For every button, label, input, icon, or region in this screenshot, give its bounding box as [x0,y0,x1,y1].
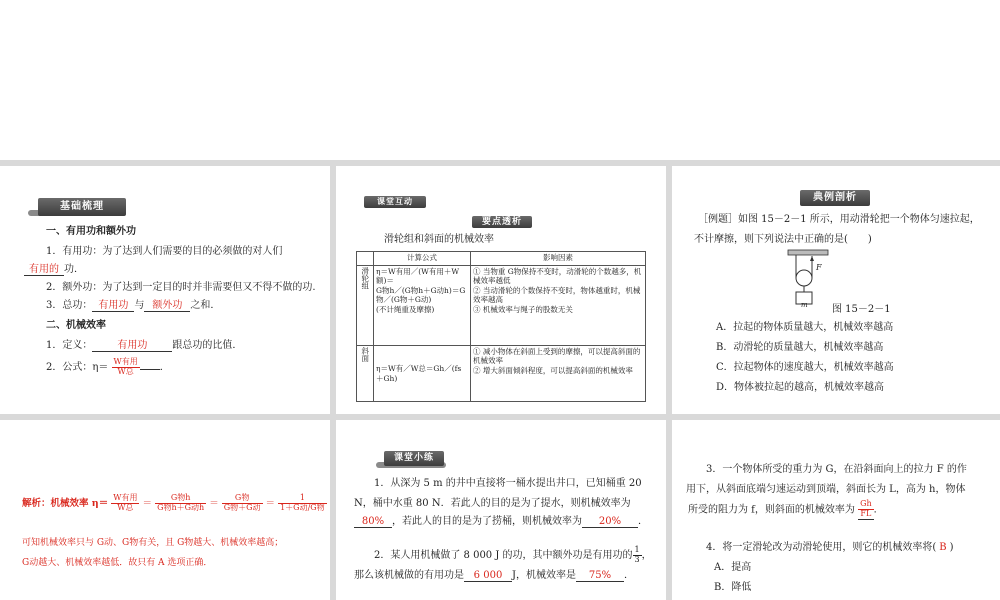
analysis-prefix: 解析：机械效率 η＝ [22,497,109,509]
pulley-factor-3: ③ 机械效率与绳子的股数无关 [473,304,573,314]
q1-line-3 [354,516,648,529]
line-formula [46,358,170,377]
pulley-factors-cell [471,266,646,346]
den: 1＋G动/G物 [280,502,325,512]
section-banner: 典例剖析 [800,190,870,206]
question-line-2: 不计摩擦，则下列说法中正确的是( ) [694,234,872,245]
pulley-factor-1: ① 当物重 G物保持不变时，动滑轮的个数越多，机械效率越低 [473,267,642,286]
mass-label: m [801,301,808,309]
q1-line-2: N，桶中水重 80 N．若此人的目的是为了提水，则机械效率为 [354,498,631,509]
heading-useful-work: 一、有用功和额外功 [46,226,136,237]
option-b: B．动滑轮的质量越大，机械效率越高 [716,342,884,353]
line-definition [46,340,242,353]
text: 2．公式：η＝ [46,361,109,373]
row-label-pulley: 滑轮组 [357,266,374,346]
text: ． [873,504,884,516]
den: FL [860,508,872,518]
pulley-formula-cell [374,266,471,346]
answer-useful-work: 有用功 [92,300,134,312]
text: 跟总功的比值． [172,340,243,351]
one-third [633,546,642,565]
text: 1．定义： [46,340,93,351]
answer-useful: 有用的 [24,264,64,276]
section-banner: 课堂互动 [364,196,426,208]
analysis-formula-line [22,494,327,513]
text: J，机械效率是 [512,570,577,581]
classroom-interaction-panel [336,166,666,414]
answer-b: B [939,542,947,553]
blank-slide-area [0,0,1000,160]
text: 之和． [190,300,221,311]
frac-1 [111,494,139,513]
num: W有用 [113,357,138,366]
movable-pulley [796,270,812,286]
q3-line-3 [688,500,884,520]
example-analysis-panel [672,166,1000,414]
answer-extra-work: 额外功 [144,300,190,312]
key-points-banner: 要点透析 [472,216,532,228]
text: 与 [134,300,145,311]
den: W总 [117,366,134,376]
frac-4 [278,494,327,513]
question-line-1: ［例题］如图 15－2－1 所示，用动滑轮把一个物体匀速拉起， [698,214,980,225]
answer-incline [858,500,874,520]
den: G物＋G动 [223,502,261,512]
basic-review-panel [0,166,330,414]
q4-option-a: A．提高 [714,562,752,573]
den: W总 [117,502,134,512]
text: ． [638,516,648,527]
header-formula: 计算公式 [374,252,471,266]
pulley-factor-2: ② 当动滑轮的个数保持不变时，物体越重时，机械效率越高 [473,285,641,305]
equals: ＝ [265,497,276,509]
ceiling [788,250,828,255]
text: ) [949,542,954,553]
line-extra-work: 2．额外功：为了达到一定目的时并非需要但又不得不做的功. [46,282,316,293]
force-arrow [810,256,814,261]
q2-line-2 [354,570,634,583]
section-banner: 基础梳理 [38,198,126,216]
text: 2．某人用机械做了 8 000 J 的功，其中额外功是有用功的 [374,549,633,561]
den: G物h＋G动h [157,502,205,512]
force-label: F [816,263,822,272]
analysis-line-3: G动越大、机械效率越低．故只有 A 选项正确． [22,558,213,568]
efficiency-table [356,251,646,402]
num: Gh [860,499,872,508]
figure-caption: 图 15－2－1 [832,304,891,315]
text: ，若此人的目的是为了捞桶，则机械效率为 [392,516,582,527]
row-label-incline: 斜面 [357,346,374,402]
analysis-panel [0,420,330,600]
analysis-line-2: 可知机械效率只与 G动、G物有关，且 G物越大、机械效率越高； [22,538,284,548]
q3-line-2: 用下，从斜面底端匀速运动到顶端，斜面长为 L，高为 h，物体 [686,484,966,495]
frac-3 [222,494,263,513]
num: 1 [278,494,327,504]
text: 4．将一定滑轮改为动滑轮使用，则它的机械效率将( [706,542,937,553]
q3-line-1: 3．一个物体所受的重力为 G，在沿斜面向上的拉力 F 的作 [706,464,967,475]
pulley-figure [784,248,834,308]
text: ． [624,570,635,581]
q4-line [706,542,954,555]
option-c: C．拉起物体的速度越大，机械效率越高 [716,362,894,373]
incline-factors-cell [471,346,646,402]
text: 所受的阻力为 f，则斜面的机械效率为 [688,504,855,516]
num: 1 [634,545,640,554]
q1-line-1: 1．从深为 5 m 的井中直接将一桶水提出井口，已知桶重 20 [374,478,642,489]
q4-option-b: B．降低 [714,582,752,593]
line-useful-work: 1．有用功：为了达到人们需要的目的必须做的对人们 [46,246,283,257]
q2-line-1 [374,546,652,565]
num: W有用 [113,493,138,502]
answer-80: 80% [354,516,392,528]
pulley-formula-2: G物h／(G物h＋G动h)＝G物／(G物＋G动) [376,285,466,305]
text: ， [641,549,652,561]
blank [140,369,160,370]
pulley-formula-1: η＝W有用／(W有用＋W额)＝ [376,267,460,286]
pulley-note: (不计绳重及摩擦) [376,304,435,314]
incline-formula: η＝W有／W总＝Gh／(fs＋Gh) [374,346,471,402]
line-useful-work-answer [24,264,84,277]
section-banner: 课堂小练 [384,451,444,466]
den: 3 [634,554,640,564]
equals: ＝ [209,497,219,509]
text: 那么该机械做的有用功是 [354,570,464,581]
answer-definition: 有用功 [92,340,172,352]
answer-75: 75% [576,570,624,582]
num: G物 [222,494,263,504]
table-title: 滑轮组和斜面的机械效率 [384,234,494,245]
practice-panel-2 [672,420,1000,600]
option-d: D．物体被拉起的越高，机械效率越高 [716,382,885,393]
header-factors: 影响因素 [471,252,646,266]
text: 3．总功： [46,300,93,311]
equals: ＝ [142,497,153,509]
num: G物h [155,494,206,504]
heading-efficiency: 二、机械效率 [46,320,106,331]
answer-6000: 6 000 [464,570,512,582]
frac-2 [155,494,206,513]
header-empty [357,252,374,266]
line-total-work [46,300,220,313]
incline-factor-1: ① 减小物体在斜面上受到的摩擦，可以提高斜面的机械效率 [473,347,641,366]
text: 功． [64,264,84,275]
practice-panel [336,420,666,600]
text: ． [159,361,170,373]
incline-factor-2: ② 增大斜面倾斜程度，可以提高斜面的机械效率 [473,365,633,375]
answer-formula [112,358,140,377]
answer-20: 20% [582,516,638,528]
option-a: A．拉起的物体质量越大，机械效率越高 [716,322,894,333]
